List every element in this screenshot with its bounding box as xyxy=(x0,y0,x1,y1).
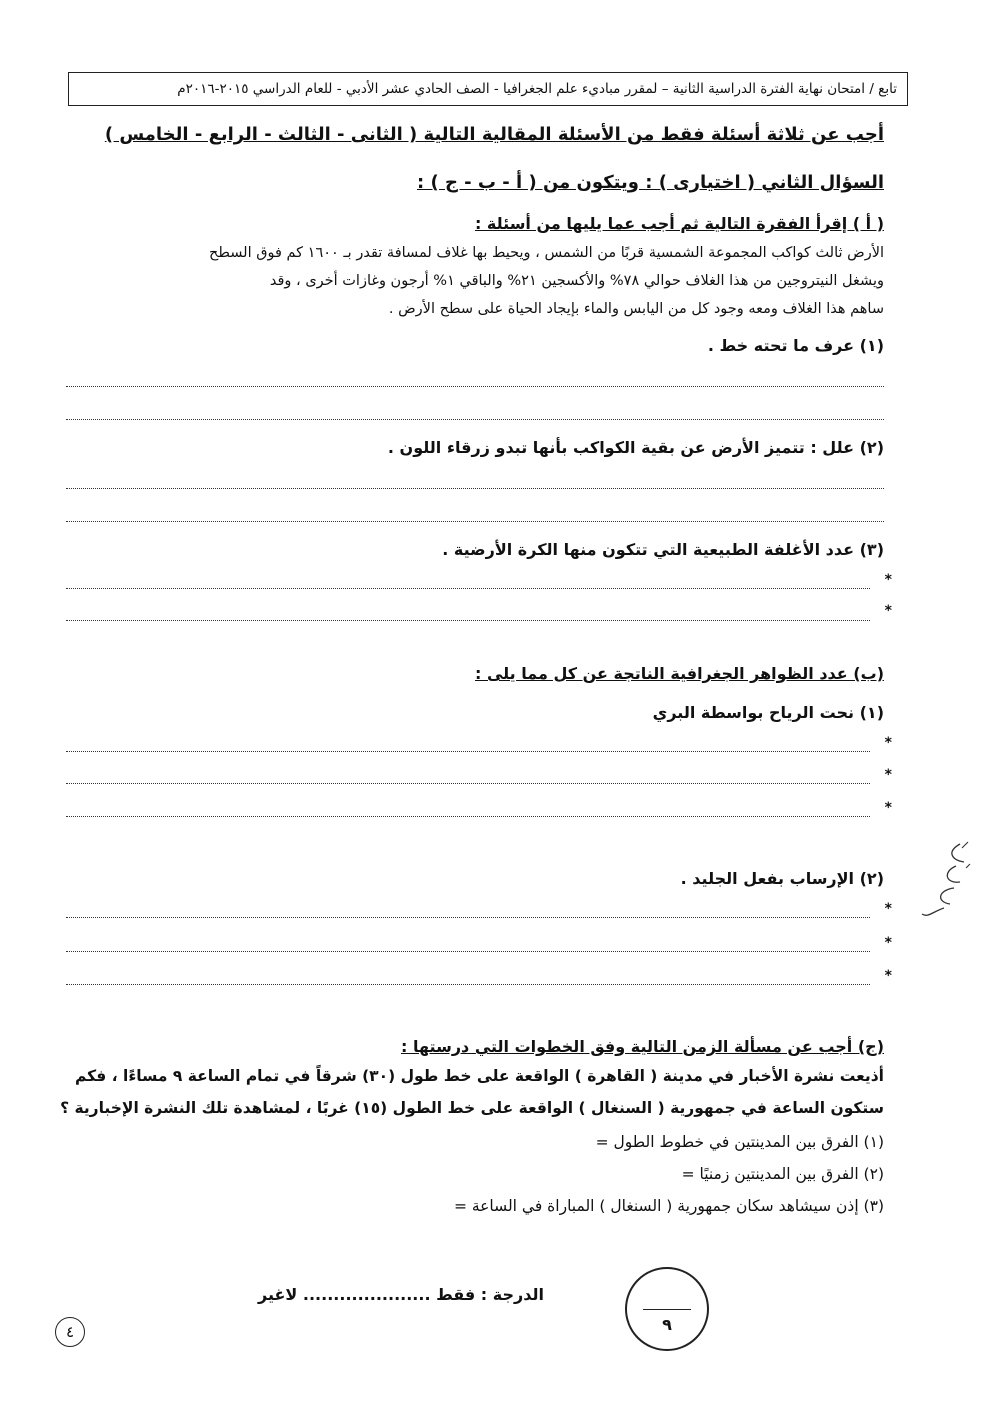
bullet-star: * xyxy=(884,767,892,783)
answer-line[interactable] xyxy=(66,951,870,952)
part-c-heading: (ج) أجب عن مسألة الزمن التالية وفق الخطوات التي درستها : xyxy=(401,1037,884,1056)
bullet-star: * xyxy=(884,901,892,917)
part-b-heading: (ب) عدد الظواهر الجغرافية الناتجة عن كل مما يلى : xyxy=(474,664,884,683)
grade-label: الدرجة : فقط ..................... لاغير xyxy=(258,1285,544,1304)
part-a-q3: (٣) عدد الأغلفة الطبيعية التي تتكون منها الكرة الأرضية . xyxy=(442,540,884,559)
part-c-problem-line-1: أذيعت نشرة الأخبار في مدينة ( القاهرة ) الواقعة على خط طول (٣٠) شرقاً في تمام الساعة ٩ مساءًا ، فكم xyxy=(75,1067,884,1085)
part-a-q1: (١) عرف ما تحته خط . xyxy=(707,336,884,355)
exam-header: تابع / امتحان نهاية الفترة الدراسية الثانية – لمقرر مباديء علم الجغرافيا - الصف الحادي عشر الأدبي - للعام الدراسي ٢٠١٥-٢٠١٦م xyxy=(68,72,908,106)
bullet-star: * xyxy=(884,935,892,951)
part-b-q2: (٢) الإرساب بفعل الجليد . xyxy=(680,869,884,888)
answer-line[interactable] xyxy=(66,984,870,985)
handwritten-margin-note-icon xyxy=(916,838,974,920)
score-divider xyxy=(643,1309,691,1310)
part-a-q2: (٢) علل : تتميز الأرض عن بقية الكواكب بأنها تبدو زرقاء اللون . xyxy=(387,438,884,457)
answer-line[interactable] xyxy=(66,386,884,387)
score-value: ٩ xyxy=(662,1315,672,1334)
bullet-star: * xyxy=(884,603,892,619)
answer-line[interactable] xyxy=(66,620,870,621)
score-circle xyxy=(625,1267,709,1351)
part-c-step-1: (١) الفرق بين المدينتين في خطوط الطول = xyxy=(595,1133,884,1151)
page-number: ٤ xyxy=(55,1317,85,1347)
answer-line[interactable] xyxy=(66,488,884,489)
part-c-step-3: (٣) إذن سيشاهد سكان جمهورية ( السنغال ) المباراة في الساعة = xyxy=(453,1197,884,1215)
bullet-star: * xyxy=(884,572,892,588)
part-c-problem-line-2: ستكون الساعة في جمهورية ( السنغال ) الواقعة على خط الطول (١٥) غربًا ، لمشاهدة تلك النشرة الإخبارية ؟ xyxy=(60,1099,884,1117)
answer-line[interactable] xyxy=(66,783,870,784)
answer-line[interactable] xyxy=(66,419,884,420)
answer-line[interactable] xyxy=(66,917,870,918)
part-b-q1: (١) نحت الرياح بواسطة البري xyxy=(652,703,884,722)
question-2-title: السؤال الثاني ( اختيارى ) : ويتكون من ( أ - ب - ج ) : xyxy=(416,172,884,193)
part-c-step-2: (٢) الفرق بين المدينتين زمنيًا = xyxy=(681,1165,884,1183)
passage-line-3: ساهم هذا الغلاف ومعه وجود كل من اليابس والماء بإيجاد الحياة على سطح الأرض . xyxy=(388,301,884,317)
answer-line[interactable] xyxy=(66,521,884,522)
passage-line-2: ويشغل النيتروجين من هذا الغلاف حوالي ٧٨% والأكسجين ٢١% والباقي ١% أرجون وغازات أخرى ، وقد xyxy=(269,273,884,289)
passage-line-1: الأرض ثالث كواكب المجموعة الشمسية قربًا من الشمس ، ويحيط بها غلاف لمسافة تقدر بـ ١٦٠٠ كم فوق السطح xyxy=(208,245,884,261)
bullet-star: * xyxy=(884,968,892,984)
part-a-heading: ( أ ) إقرأ الفقرة التالية ثم أجب عما يليها من أسئلة : xyxy=(474,214,884,233)
answer-line[interactable] xyxy=(66,588,870,589)
answer-line[interactable] xyxy=(66,751,870,752)
instruction-heading: أجب عن ثلاثة أسئلة فقط من الأسئلة المقالية التالية ( الثانى - الثالث - الرابع - الخامس ) xyxy=(104,124,884,145)
answer-line[interactable] xyxy=(66,816,870,817)
bullet-star: * xyxy=(884,800,892,816)
bullet-star: * xyxy=(884,735,892,751)
